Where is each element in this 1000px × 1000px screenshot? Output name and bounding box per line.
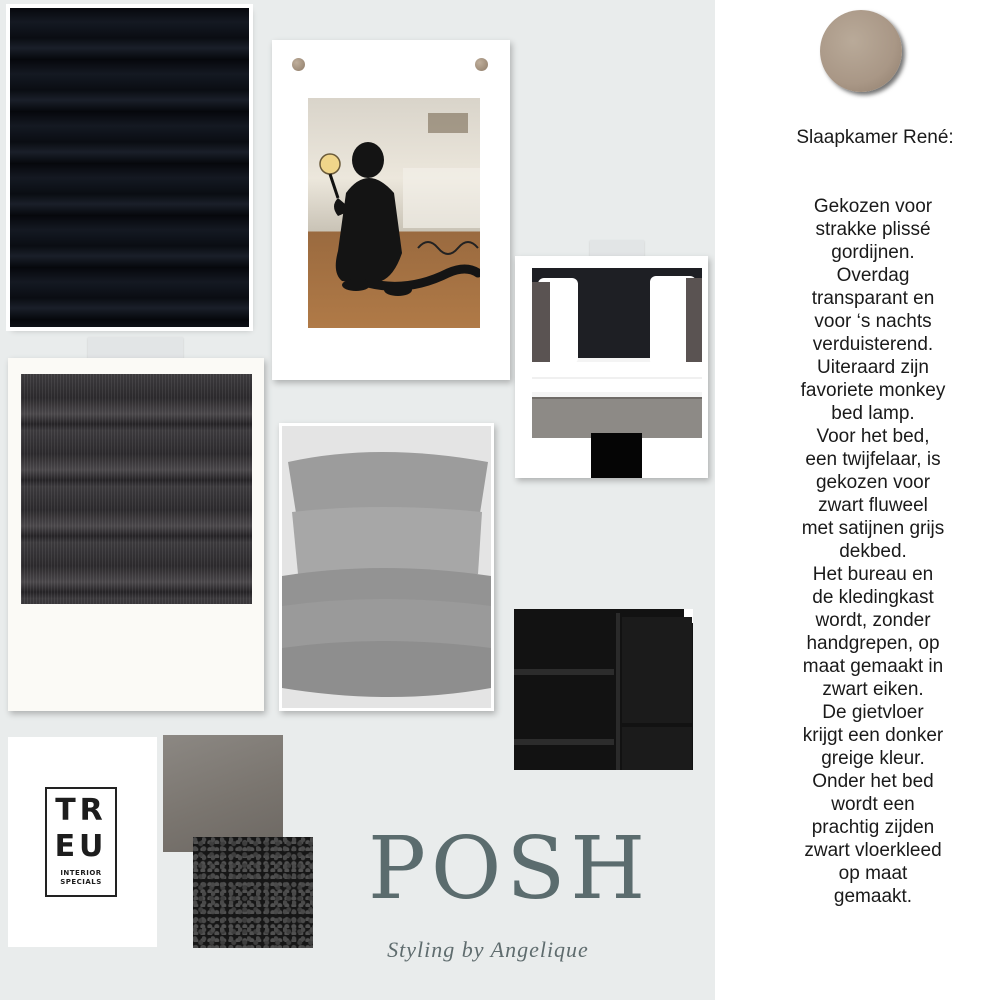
brand-tagline: Styling by Angelique	[387, 937, 589, 962]
brand-name: POSH	[368, 819, 651, 919]
bed-photo	[532, 268, 702, 438]
grey-pleated-curtain-swatch	[21, 374, 252, 604]
treu-logo	[45, 787, 117, 897]
black-boucle-rug-swatch	[193, 837, 313, 948]
monkey-lamp-photo-card	[272, 40, 510, 380]
monkey-lamp-photo	[308, 98, 480, 328]
room-description: Gekozen voor strakke plissé gordijnen. Overdag transparant en voor ‘s nachts verduisterend. Uiteraard zijn favoriete monkey bed lamp. Voor het bed, een twijfelaar, is gekozen voor zwart fluweel met satijnen grijs dekbed. Het bureau en de kledingkast wordt, zonder handgrepen, op maat gemaakt in zwart eiken. De gietvloer krijgt een donker greige kleur. Onder het bed wordt een prachtig zijden zwart vloerkleed op maat gemaakt.	[800, 196, 946, 907]
logo-line-3: INTERIOR SPECIALS	[60, 869, 102, 886]
taupe-floor-swatch	[163, 735, 283, 852]
black-velvet-swatch	[591, 433, 642, 478]
monkey-lamp-image	[308, 98, 480, 328]
room-title: Slaapkamer René:	[796, 127, 954, 148]
cabinet-image	[514, 609, 693, 770]
paint-color-swatch	[820, 10, 902, 92]
description-panel	[715, 0, 1000, 1000]
black-pleated-curtain-swatch	[10, 8, 249, 327]
grey-bedding-photo	[279, 423, 494, 711]
grey-pleated-curtain-card	[8, 358, 264, 711]
bedding-image	[282, 426, 491, 708]
pin-icon	[292, 58, 305, 71]
treu-logo-card	[8, 737, 157, 947]
bedding-image-frame	[282, 426, 491, 708]
pin-icon	[475, 58, 488, 71]
black-oak-cabinet-photo	[514, 609, 693, 770]
bed-photo-card	[515, 256, 708, 478]
logo-line-1: TR	[55, 793, 107, 828]
bed-image	[532, 268, 702, 438]
logo-line-2: EU	[54, 829, 108, 864]
